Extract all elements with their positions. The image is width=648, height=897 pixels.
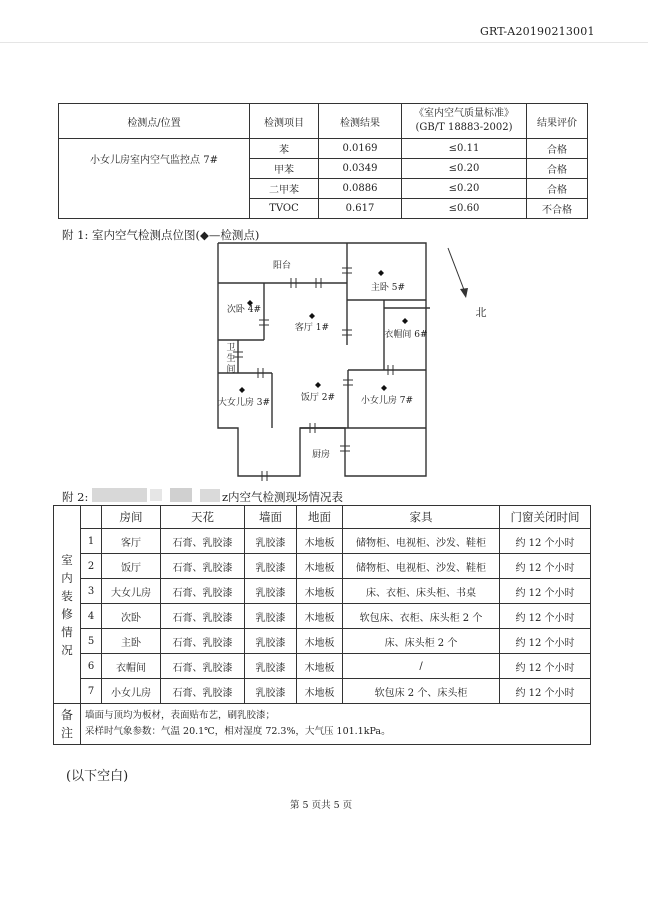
note-line: 采样时气象参数：气温 20.1℃，相对湿度 72.3%，大气压 101.1kPa。 — [85, 726, 391, 737]
row-furniture: 床、床头柜 2 个 — [343, 629, 500, 654]
document-number: GRT-A20190213001 — [480, 25, 595, 38]
item-cell: 苯 — [250, 139, 319, 159]
row-close-time: 约 12 个小时 — [500, 579, 591, 604]
row-ceiling: 石膏、乳胶漆 — [161, 529, 245, 554]
row-no: 6 — [81, 654, 102, 679]
header-floor: 地面 — [297, 506, 343, 529]
row-no: 1 — [81, 529, 102, 554]
conditions-header-row — [54, 506, 591, 529]
row-floor: 木地板 — [297, 579, 343, 604]
row-wall: 乳胶漆 — [245, 629, 297, 654]
eval-cell: 合格 — [527, 159, 588, 179]
attachment2-title-suffix: z内空气检测现场情况表 — [222, 490, 344, 504]
row-furniture: 软包床 2 个、床头柜 — [343, 679, 500, 704]
row-furniture: 储物柜、电视柜、沙发、鞋柜 — [343, 554, 500, 579]
row-wall: 乳胶漆 — [245, 604, 297, 629]
item-cell: 甲苯 — [250, 159, 319, 179]
standard-cell: ≤0.20 — [402, 179, 527, 199]
row-close-time: 约 12 个小时 — [500, 679, 591, 704]
row-wall: 乳胶漆 — [245, 579, 297, 604]
result-cell: 0.0169 — [319, 139, 402, 159]
item-cell: 二甲苯 — [250, 179, 319, 199]
row-wall: 乳胶漆 — [245, 554, 297, 579]
note-line: 墙面与顶均为板材，表面贴布艺，刷乳胶漆； — [85, 710, 276, 721]
row-ceiling: 石膏、乳胶漆 — [161, 554, 245, 579]
row-wall: 乳胶漆 — [245, 529, 297, 554]
north-label: 北 — [475, 306, 487, 319]
standard-code: (GB/T 18883-2002) — [415, 122, 513, 133]
row-wall: 乳胶漆 — [245, 679, 297, 704]
row-no: 7 — [81, 679, 102, 704]
room-kitchen: 厨房 — [311, 450, 331, 460]
row-ceiling: 石膏、乳胶漆 — [161, 679, 245, 704]
standard-cell: ≤0.20 — [402, 159, 527, 179]
location-cell: 小女儿房室内空气监控点 7# — [59, 139, 250, 179]
room-elder: 大女儿房 3# — [217, 398, 271, 408]
row-close-time: 约 12 个小时 — [500, 629, 591, 654]
redacted-block — [200, 489, 220, 502]
header-wall: 墙面 — [245, 506, 297, 529]
row-furniture: / — [343, 654, 500, 679]
header-ceiling: 天花 — [161, 506, 245, 529]
room-second: 次卧 4# — [226, 305, 262, 315]
row-close-time: 约 12 个小时 — [500, 654, 591, 679]
row-ceiling: 石膏、乳胶漆 — [161, 604, 245, 629]
room-bath-2: 生 — [226, 354, 236, 364]
row-room: 小女儿房 — [102, 679, 161, 704]
row-close-time: 约 12 个小时 — [500, 529, 591, 554]
floor-plan-walls — [218, 243, 430, 476]
conditions-row — [54, 529, 591, 554]
row-close-time: 约 12 个小时 — [500, 604, 591, 629]
north-arrow-line — [448, 248, 466, 295]
standard-cell: ≤0.11 — [402, 139, 527, 159]
note-label-char: 注 — [60, 726, 73, 740]
row-floor: 木地板 — [297, 654, 343, 679]
header-evaluation: 结果评价 — [527, 104, 588, 139]
row-furniture: 软包床、衣柜、床头柜 2 个 — [343, 604, 500, 629]
row-floor: 木地板 — [297, 529, 343, 554]
row-furniture: 床、衣柜、床头柜、书桌 — [343, 579, 500, 604]
detection-point-icon — [239, 387, 245, 393]
row-room: 大女儿房 — [102, 579, 161, 604]
row-room: 饭厅 — [102, 554, 161, 579]
result-cell: 0.617 — [319, 199, 402, 219]
row-room: 主卧 — [102, 629, 161, 654]
header-location: 检测点/位置 — [59, 104, 250, 139]
row-room: 客厅 — [102, 529, 161, 554]
row-floor: 木地板 — [297, 679, 343, 704]
result-cell: 0.0886 — [319, 179, 402, 199]
row-no: 2 — [81, 554, 102, 579]
header-furniture: 家具 — [343, 506, 500, 529]
room-master: 主卧 5# — [370, 283, 406, 293]
result-cell: 0.0349 — [319, 159, 402, 179]
row-no: 4 — [81, 604, 102, 629]
row-floor: 木地板 — [297, 554, 343, 579]
attachment2-title-prefix: 附 2: — [62, 490, 89, 504]
detection-point-icon — [402, 318, 408, 324]
room-closet: 衣帽间 6# — [384, 330, 428, 340]
room-labels — [218, 259, 428, 460]
conditions-row — [54, 629, 591, 654]
conditions-row — [54, 554, 591, 579]
row-floor: 木地板 — [297, 629, 343, 654]
note-row — [54, 704, 591, 745]
conditions-row — [54, 654, 591, 679]
eval-cell: 合格 — [527, 179, 588, 199]
conditions-row — [54, 579, 591, 604]
row-wall: 乳胶漆 — [245, 654, 297, 679]
row-no: 5 — [81, 629, 102, 654]
row-room: 次卧 — [102, 604, 161, 629]
row-ceiling: 石膏、乳胶漆 — [161, 629, 245, 654]
room-bath-1: 卫 — [226, 343, 236, 353]
side-label-char: 室 — [61, 552, 73, 567]
header-no — [81, 506, 102, 529]
header-close-time: 门窗关闭时间 — [500, 506, 591, 529]
header-item: 检测项目 — [250, 104, 319, 139]
note-label-char: 备 — [60, 708, 73, 722]
room-younger: 小女儿房 7# — [360, 396, 414, 406]
row-ceiling: 石膏、乳胶漆 — [161, 579, 245, 604]
north-arrow — [448, 248, 468, 298]
detection-point-icon — [378, 270, 384, 276]
side-label-char: 内 — [61, 570, 73, 585]
detection-point-icon — [309, 313, 315, 319]
row-floor: 木地板 — [297, 604, 343, 629]
row-ceiling: 石膏、乳胶漆 — [161, 654, 245, 679]
header-result: 检测结果 — [319, 104, 402, 139]
item-cell: TVOC — [250, 199, 319, 219]
row-close-time: 约 12 个小时 — [500, 554, 591, 579]
eval-cell: 不合格 — [527, 199, 588, 219]
conditions-row — [54, 604, 591, 629]
standard-cell: ≤0.60 — [402, 199, 527, 219]
room-balcony: 阳台 — [272, 261, 292, 271]
side-label — [54, 506, 81, 704]
north-arrow-icon — [460, 288, 468, 298]
row-room: 衣帽间 — [102, 654, 161, 679]
room-dining: 饭厅 2# — [300, 393, 336, 403]
detection-point-icon — [381, 385, 387, 391]
conditions-row — [54, 679, 591, 704]
redacted-block — [92, 488, 147, 502]
detection-point-icon — [315, 382, 321, 388]
page-number: 第 5 页共 5 页 — [290, 800, 353, 811]
note-content — [81, 704, 591, 745]
standard-name: 《室内空气质量标准》 — [414, 108, 514, 119]
eval-cell: 合格 — [527, 139, 588, 159]
row-no: 3 — [81, 579, 102, 604]
side-label-char: 情 — [61, 624, 73, 639]
conditions-table — [53, 505, 591, 745]
side-label-char: 装 — [61, 588, 73, 603]
side-label-char: 修 — [61, 606, 73, 621]
side-label-char: 况 — [61, 642, 73, 657]
room-living: 客厅 1# — [294, 323, 330, 333]
note-label — [54, 704, 81, 745]
redacted-block — [170, 488, 192, 502]
outer-wall — [218, 243, 426, 476]
header-room: 房间 — [102, 506, 161, 529]
redacted-block — [150, 489, 162, 501]
row-furniture: 储物柜、电视柜、沙发、鞋柜 — [343, 529, 500, 554]
blank-note: (以下空白) — [66, 769, 129, 784]
room-bath-3: 间 — [226, 365, 236, 375]
attachment1-title: 附 1: 室内空气检测点位图(◆—检测点) — [62, 228, 260, 242]
